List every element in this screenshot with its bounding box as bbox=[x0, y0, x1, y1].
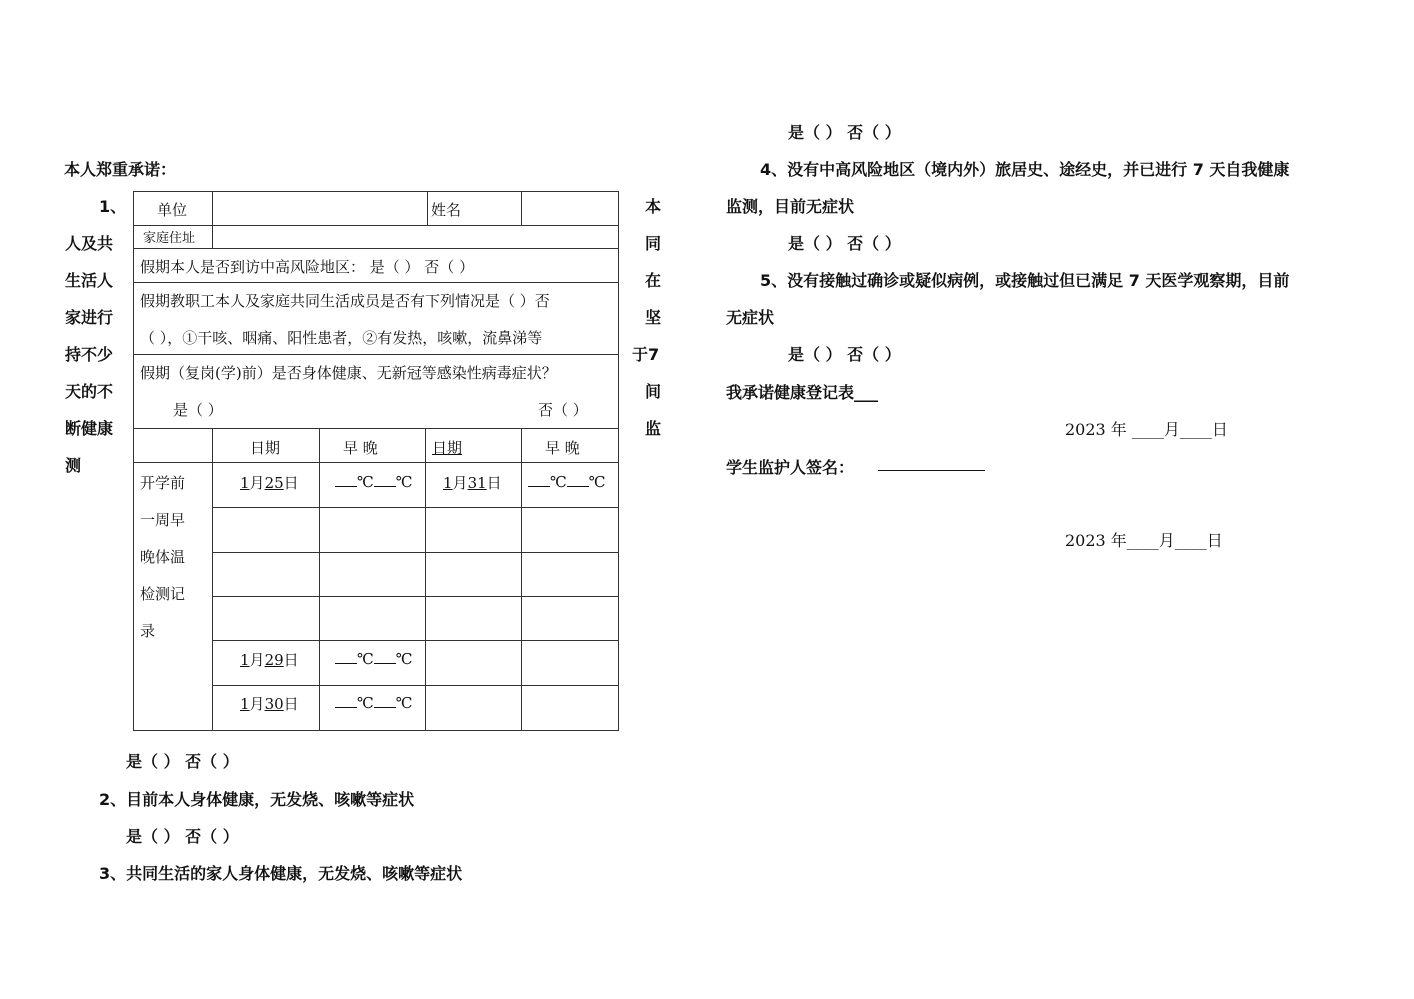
record-date: 1月31日 bbox=[443, 474, 502, 492]
name-field[interactable] bbox=[522, 192, 617, 225]
register-title: 我承诺健康登记表___ bbox=[726, 383, 879, 402]
yes-no-3[interactable]: 是（ ） 否（ ） bbox=[788, 123, 901, 142]
vtext-right: 在 bbox=[645, 271, 662, 290]
vtext-right: 监 bbox=[645, 419, 662, 438]
item-4-line1: 4、没有中高风险地区（境内外）旅居史、途经史，并已进行 7 天自我健康 bbox=[760, 160, 1290, 179]
vtext-right: 于7 bbox=[632, 345, 660, 364]
date-line-2[interactable]: 2023 年____月____日 bbox=[1065, 531, 1223, 550]
vtext-right: 同 bbox=[645, 234, 662, 253]
vtext-left: 生活人 bbox=[65, 271, 114, 290]
yes-no-5[interactable]: 是（ ） 否（ ） bbox=[788, 345, 901, 364]
health-record-table bbox=[133, 191, 619, 731]
temperature-entry[interactable]: ℃ ℃ bbox=[335, 693, 413, 712]
record-label: 一周早 bbox=[140, 511, 186, 529]
record-label: 录 bbox=[140, 622, 156, 640]
vtext-left: 持不少 bbox=[65, 345, 114, 364]
temperature-entry[interactable]: ℃ ℃ bbox=[335, 472, 413, 491]
question-healthy-yes: 是（ ） bbox=[173, 401, 223, 419]
yes-no-2[interactable]: 是（ ） 否（ ） bbox=[126, 827, 239, 846]
unit-label: 单位 bbox=[157, 201, 188, 219]
header-am-pm-2: 早 晚 bbox=[545, 439, 580, 457]
unit-field[interactable] bbox=[213, 192, 426, 225]
guardian-signature-label: 学生监护人签名： bbox=[726, 458, 855, 477]
record-label: 晚体温 bbox=[140, 548, 186, 566]
item-4-line2: 监测，目前无症状 bbox=[726, 197, 855, 216]
vtext-left: 人及共 bbox=[65, 234, 114, 253]
vtext-left: 天的不 bbox=[65, 382, 114, 401]
question-symptoms-line1: 假期教职工本人及家庭共同生活成员是否有下列情况是（ ）否 bbox=[140, 292, 550, 310]
record-date: 1月29日 bbox=[240, 651, 299, 669]
vtext-left: 测 bbox=[65, 456, 82, 475]
vtext-right: 本 bbox=[645, 197, 662, 216]
address-field[interactable] bbox=[213, 226, 617, 248]
address-label: 家庭住址 bbox=[143, 231, 196, 246]
record-date: 1月25日 bbox=[240, 474, 299, 492]
header-date-2: 日期 bbox=[432, 439, 463, 457]
question-healthy-line1: 假期（复岗(学)前）是否身体健康、无新冠等感染性病毒症状？ bbox=[140, 364, 557, 382]
guardian-signature-line[interactable] bbox=[878, 470, 985, 471]
record-label: 开学前 bbox=[140, 474, 186, 492]
header-am-pm-1: 早 晚 bbox=[343, 439, 378, 457]
vtext-right: 间 bbox=[645, 382, 662, 401]
vtext-right: 坚 bbox=[645, 308, 662, 327]
question-high-risk: 假期本人是否到访中高风险地区： 是（ ） 否（ ） bbox=[140, 258, 475, 276]
question-symptoms-line2: （ ），①干咳、咽痛、阳性患者，②有发热，咳嗽，流鼻涕等 bbox=[140, 329, 543, 347]
vtext-left: 断健康 bbox=[65, 419, 114, 438]
vtext-left: 1、 bbox=[99, 197, 127, 216]
vtext-left: 家进行 bbox=[65, 308, 114, 327]
promise-heading: 本人郑重承诺： bbox=[64, 160, 177, 179]
record-label: 检测记 bbox=[140, 585, 186, 603]
question-healthy-no: 否（ ） bbox=[538, 401, 588, 419]
header-date-1: 日期 bbox=[250, 439, 281, 457]
item-5-line2: 无症状 bbox=[726, 308, 775, 327]
item-3: 3、共同生活的家人身体健康，无发烧、咳嗽等症状 bbox=[99, 864, 463, 883]
temperature-entry[interactable]: ℃ ℃ bbox=[528, 472, 606, 491]
item-5-line1: 5、没有接触过确诊或疑似病例，或接触过但已满足 7 天医学观察期，目前 bbox=[760, 271, 1290, 290]
record-date: 1月30日 bbox=[240, 695, 299, 713]
item-2: 2、目前本人身体健康，无发烧、咳嗽等症状 bbox=[99, 790, 415, 809]
temperature-entry[interactable]: ℃ ℃ bbox=[335, 649, 413, 668]
yes-no-1[interactable]: 是（ ） 否（ ） bbox=[126, 752, 239, 771]
yes-no-4[interactable]: 是（ ） 否（ ） bbox=[788, 234, 901, 253]
date-line-1[interactable]: 2023 年 ____月____日 bbox=[1065, 420, 1228, 439]
name-label: 姓名 bbox=[431, 201, 462, 219]
